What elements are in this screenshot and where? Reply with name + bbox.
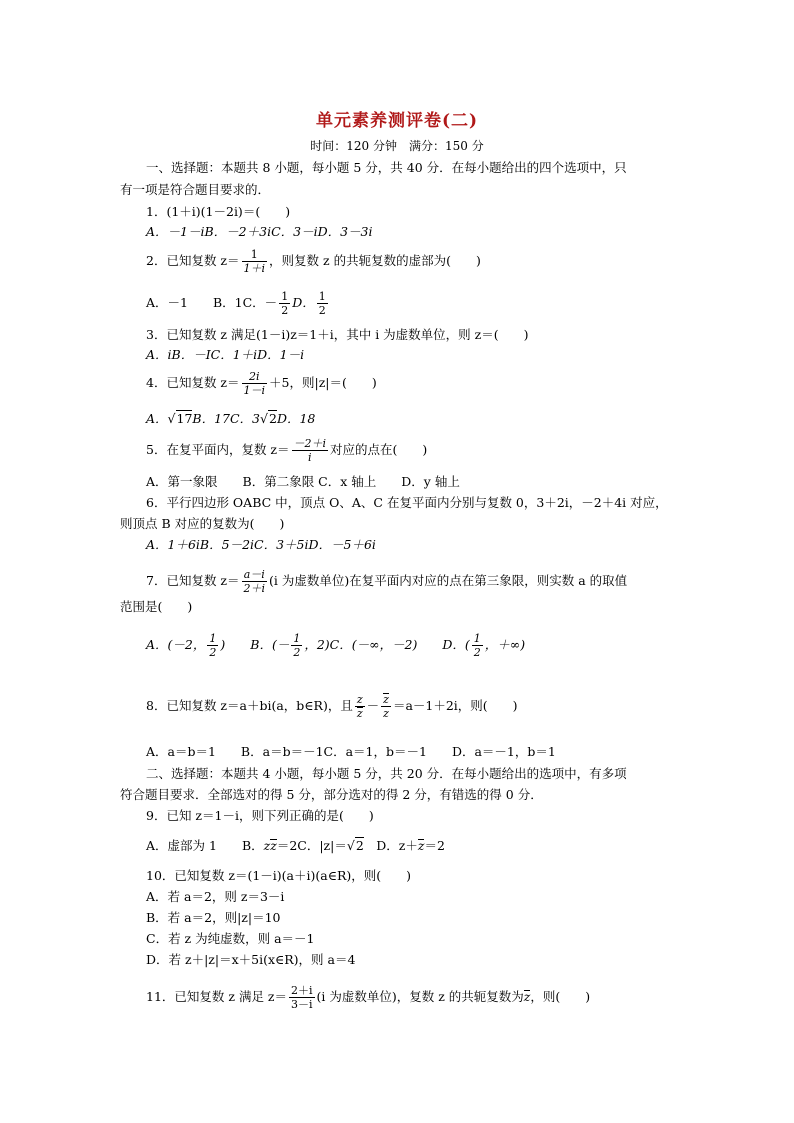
q2-stem: 2．已知复数 z＝ $\frac{1}{1+i}$ ，则复数 z 的共轭复数的虚部为( ) xyxy=(146,248,481,275)
q7-stem: 7．已知复数 z＝ $\frac{a-i}{2+i}$ (i 为虚数单位)在复平面内对应的点在第三象限，则实数 a 的取值 xyxy=(146,568,628,595)
exam-time-score: 时间：120 分钟 满分：150 分 xyxy=(310,139,484,153)
section2-instruction: 二、选择题：本题共 4 小题，每小题 5 分，共 20 分．在每小题给出的选项中，有多项 xyxy=(146,766,627,781)
q10-option-a: A．若 a＝2，则 z＝3－i xyxy=(146,889,285,904)
q1-options: A．－1－iB．－2＋3iC．3－iD．3－3i xyxy=(146,224,373,239)
q2-fraction: $\frac{1}{1+i}$ xyxy=(243,248,266,275)
q4-options: A．√17B．17C．3√2D．18 xyxy=(146,411,316,426)
q8-stem: 8．已知复数 z＝a＋bi(a，b∈R)，且 $\frac{z}{z}$ － $\frac{z}{z}$ ＝a－1＋2i，则( ) xyxy=(146,693,518,720)
q6-stem: 6．平行四边形 OABC 中，顶点 O、A、C 在复平面内分别与复数 0，3＋2i，－2＋4i 对应， xyxy=(146,495,668,510)
section2-instruction-cont: 符合题目要求．全部选对的得 5 分，部分选对的得 2 分，有错选的得 0 分． xyxy=(120,787,543,802)
q3-stem: 3．已知复数 z 满足(1－i)z＝1＋i，其中 i 为虚数单位，则 z＝( ) xyxy=(146,327,529,342)
q4-stem: 4．已知复数 z＝ $\frac{2i}{1-i}$ ＋5，则|z|＝( ) xyxy=(146,370,377,397)
q4-fraction: $\frac{2i}{1-i}$ xyxy=(243,370,266,397)
q2-options: A．－1 B．1C．－ $\frac{1}{2}$ D． $\frac{1}{2}$ xyxy=(146,290,326,317)
q7-fraction: $\frac{a-i}{2+i}$ xyxy=(243,568,266,595)
q10-option-b: B．若 a＝2，则|z|＝10 xyxy=(146,910,281,925)
section1-instruction-cont: 有一项是符合题目要求的． xyxy=(120,182,271,197)
q10-stem: 10．已知复数 z＝(1－i)(a＋i)(a∈R)，则( ) xyxy=(146,868,411,883)
q9-stem: 9．已知 z＝1－i，则下列正确的是( ) xyxy=(146,808,374,823)
q8-options: A．a＝b＝1 B．a＝b＝－1C．a＝1，b＝－1 D．a＝－1，b＝1 xyxy=(146,744,556,759)
q5-fraction: $\frac{-2+i}{i}$ xyxy=(293,437,327,464)
q11-stem: 11．已知复数 z 满足 z＝ $\frac{2+i}{3-i}$ (i 为虚数单位)，复数 z 的共轭复数为z，则( ) xyxy=(146,984,591,1011)
q11-fraction: $\frac{2+i}{3-i}$ xyxy=(291,984,313,1011)
q5-options: A．第一象限 B．第二象限 C．x 轴上 D．y 轴上 xyxy=(146,474,460,489)
q7-options: A．(－2， $\frac{1}{2}$ ) B．(－ $\frac{1}{2}$ ，2)C．(－∞，－2) D．( $\frac{1}{2}$ ，＋∞) xyxy=(146,632,526,659)
q5-stem: 5．在复平面内，复数 z＝ $\frac{-2+i}{i}$ 对应的点在( ) xyxy=(146,437,428,464)
section1-instruction: 一、选择题：本题共 8 小题，每小题 5 分，共 40 分．在每小题给出的四个选项中，只 xyxy=(146,160,627,175)
q6-stem-cont: 则顶点 B 对应的复数为( ) xyxy=(120,516,285,531)
q3-options: A．iB．－IC．1＋iD．1－i xyxy=(146,347,305,362)
q1-stem: 1．(1＋i)(1－2i)＝( ) xyxy=(146,204,291,219)
q6-options: A．1＋6iB．5－2iC．3＋5iD．－5＋6i xyxy=(146,537,376,552)
page-title: 单元素养测评卷(二) xyxy=(315,111,479,131)
q9-options: A．虚部为 1 B．zz＝2C．|z|＝√2 D．z＋z＝2 xyxy=(146,838,445,853)
q7-stem-cont: 范围是( ) xyxy=(120,599,193,614)
q10-option-c: C．若 z 为纯虚数，则 a＝－1 xyxy=(146,931,315,946)
q10-option-d: D．若 z＋|z|＝x＋5i(x∈R)，则 a＝4 xyxy=(146,952,356,967)
